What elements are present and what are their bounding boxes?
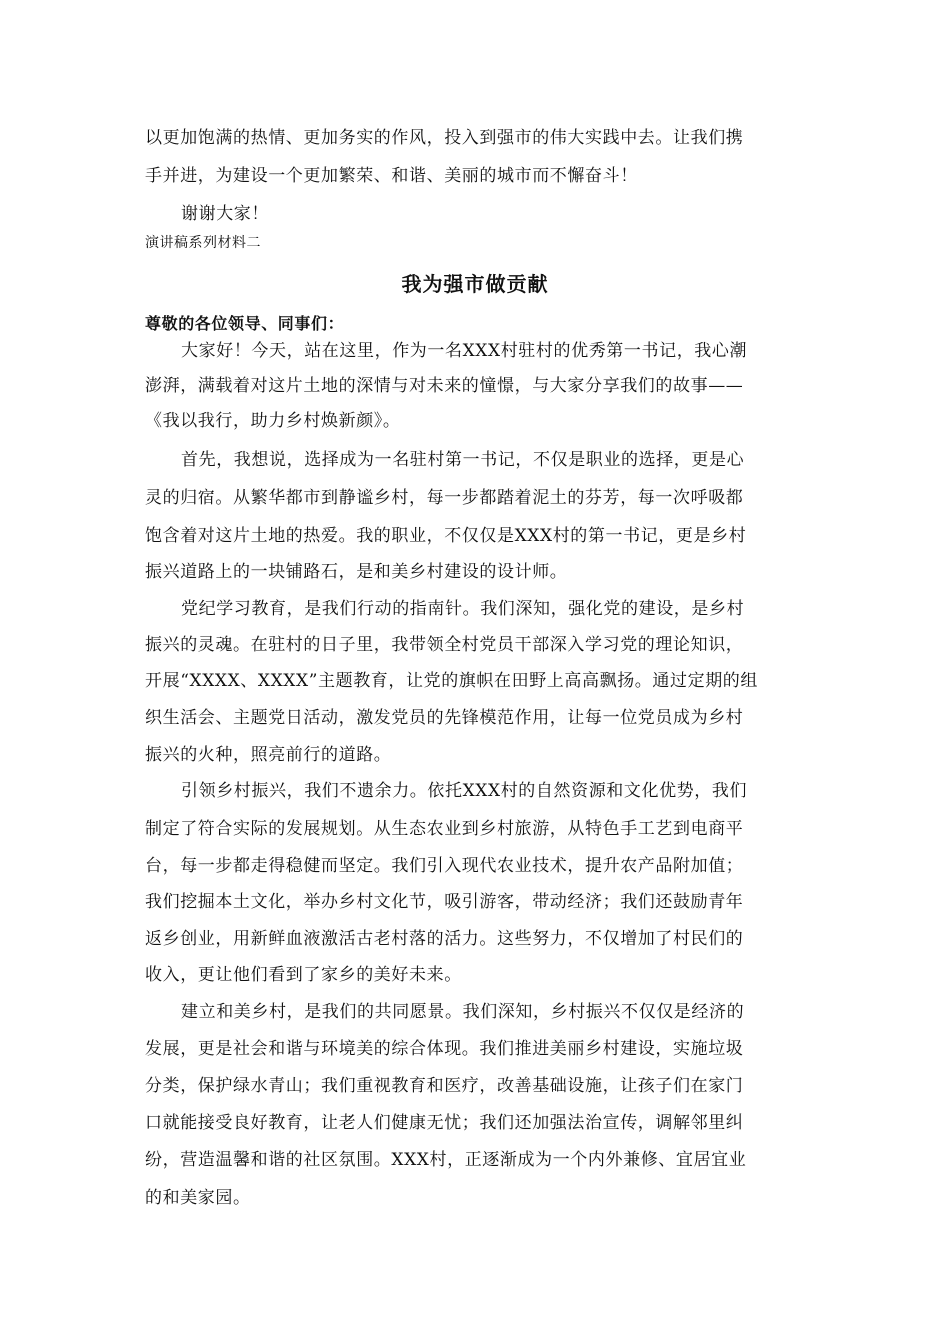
paragraph-line: 《我以我行，助力乡村焕新颜》。 bbox=[145, 411, 401, 431]
paragraph-line: 的和美家园。 bbox=[145, 1188, 251, 1208]
paragraph-line: 饱含着对这片土地的热爱。我的职业，不仅仅是XXX村的第一书记，更是乡村 bbox=[145, 526, 747, 546]
paragraph-line: 澎湃，满载着对这片土地的深情与对未来的憧憬，与大家分享我们的故事—— bbox=[145, 376, 744, 396]
series-label: 演讲稿系列材料二 bbox=[145, 235, 261, 251]
paragraph-line: 织生活会、主题党日活动，激发党员的先锋模范作用，让每一位党员成为乡村 bbox=[145, 708, 744, 728]
paragraph-line: 分类，保护绿水青山；我们重视教育和医疗，改善基础设施，让孩子们在家门 bbox=[145, 1076, 744, 1096]
paragraph-line: 建立和美乡村，是我们的共同愿景。我们深知，乡村振兴不仅仅是经济的 bbox=[181, 1002, 745, 1022]
paragraph-line: 开展“XXXX、XXXX”主题教育，让党的旗帜在田野上高高飘扬。通过定期的组 bbox=[145, 671, 759, 691]
paragraph-line: 制定了符合实际的发展规划。从生态农业到乡村旅游，从特色手工艺到电商平 bbox=[145, 819, 744, 839]
paragraph-line: 纷，营造温馨和谐的社区氛围。XXX村，正逐渐成为一个内外兼修、宜居宜业 bbox=[145, 1150, 747, 1170]
paragraph-line: 口就能接受良好教育，让老人们健康无忧；我们还加强法治宣传，调解邻里纠 bbox=[145, 1113, 744, 1133]
salutation: 尊敬的各位领导、同事们： bbox=[145, 314, 345, 333]
paragraph-line: 党纪学习教育，是我们行动的指南针。我们深知，强化党的建设，是乡村 bbox=[181, 599, 745, 619]
paragraph-line: 灵的归宿。从繁华都市到静谧乡村，每一步都踏着泥土的芬芳，每一次呼吸都 bbox=[145, 488, 744, 508]
paragraph-line: 首先，我想说，选择成为一名驻村第一书记，不仅是职业的选择，更是心 bbox=[181, 450, 745, 470]
paragraph-line: 发展，更是社会和谐与环境美的综合体现。我们推进美丽乡村建设，实施垃圾 bbox=[145, 1039, 744, 1059]
carryover-line: 以更加饱满的热情、更加务实的作风，投入到强市的伟大实践中去。让我们携 bbox=[145, 128, 744, 148]
paragraph-line: 振兴道路上的一块铺路石，是和美乡村建设的设计师。 bbox=[145, 562, 568, 582]
paragraph-line: 返乡创业，用新鲜血液激活古老村落的活力。这些努力，不仅增加了村民们的 bbox=[145, 929, 744, 949]
paragraph-line: 大家好！今天，站在这里，作为一名XXX村驻村的优秀第一书记，我心潮 bbox=[181, 341, 748, 361]
paragraph-line: 振兴的火种，照亮前行的道路。 bbox=[145, 745, 392, 765]
paragraph-line: 台，每一步都走得稳健而坚定。我们引入现代农业技术，提升农产品附加值； bbox=[145, 856, 744, 876]
carryover-line: 手并进，为建设一个更加繁荣、和谐、美丽的城市而不懈奋斗！ bbox=[145, 166, 638, 186]
paragraph-line: 收入，更让他们看到了家乡的美好未来。 bbox=[145, 965, 462, 985]
document-title: 我为强市做贡献 bbox=[401, 272, 549, 296]
paragraph-line: 振兴的灵魂。在驻村的日子里，我带领全村党员干部深入学习党的理论知识， bbox=[145, 635, 744, 655]
paragraph-line: 我们挖掘本土文化，举办乡村文化节，吸引游客，带动经济；我们还鼓励青年 bbox=[145, 892, 744, 912]
thanks-line: 谢谢大家！ bbox=[181, 204, 269, 224]
paragraph-line: 引领乡村振兴，我们不遗余力。依托XXX村的自然资源和文化优势，我们 bbox=[181, 781, 748, 801]
